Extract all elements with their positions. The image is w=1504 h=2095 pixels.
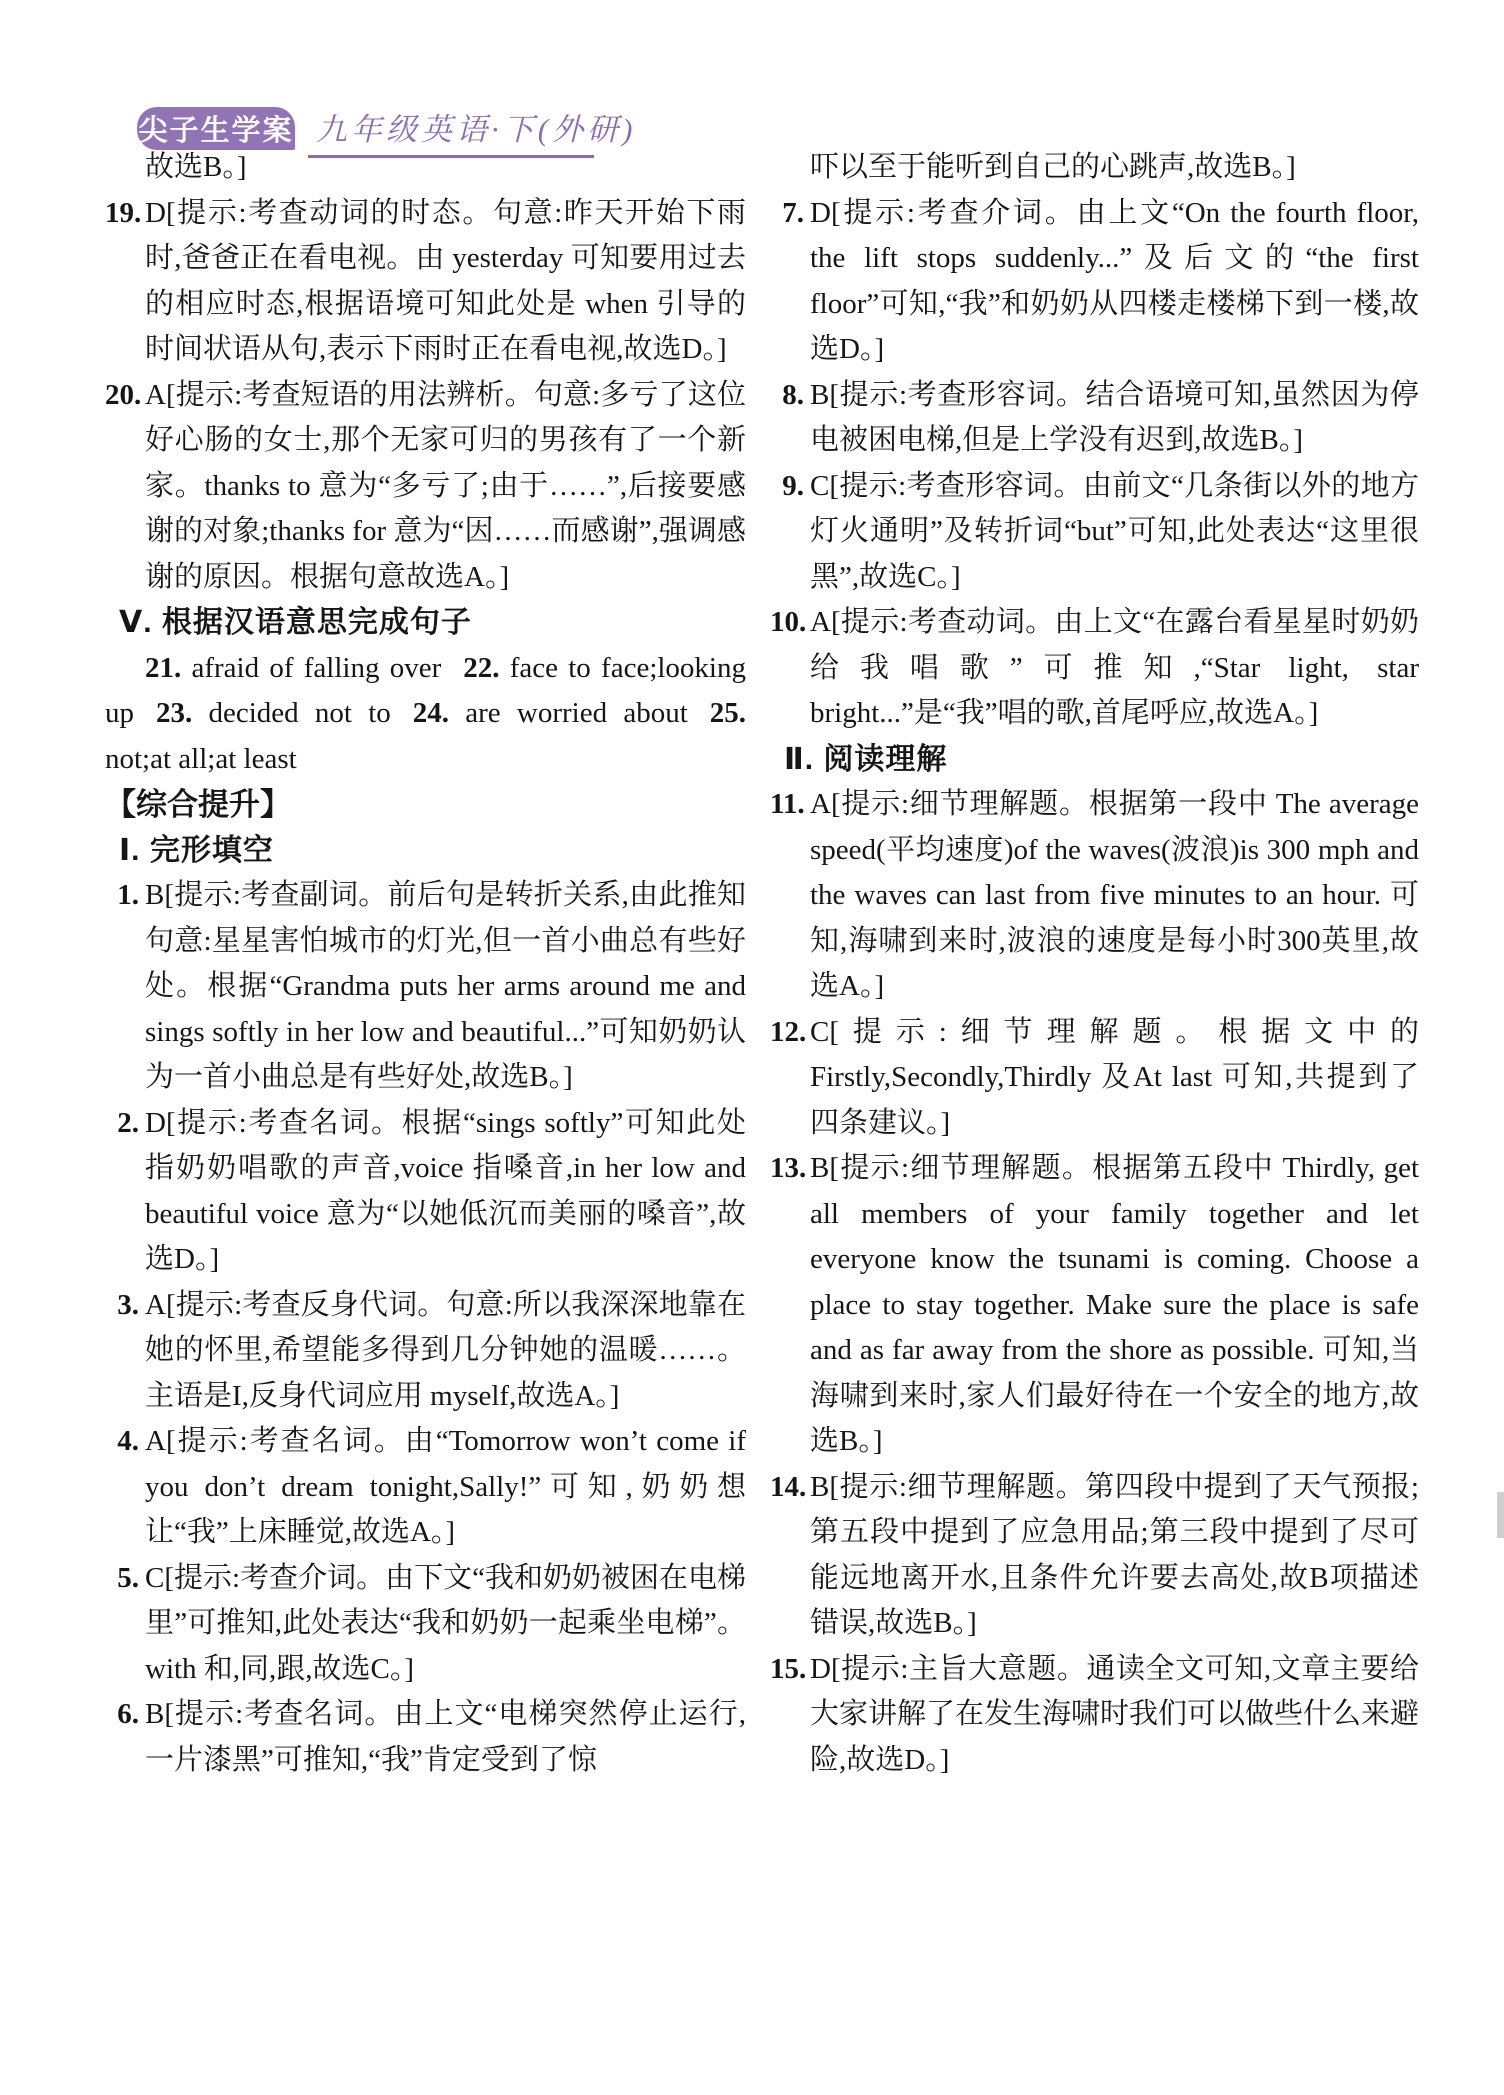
answer-item (105, 1101, 746, 1283)
item-number: 11. (770, 788, 805, 820)
continuation-text: 故选B。] (145, 151, 247, 183)
item-text: D[提示:考查介词。由上文“On the fourth floor, the lift stops suddenly...”及后文的“the first floor”可知,“我”和奶奶从四楼走楼梯下到一楼,故选D。] (810, 196, 1419, 365)
item-text: C[提示:细节理解题。根据文中的Firstly,Secondly,Thirdly 及At last 可知,共提到了四条建议。] (810, 1015, 1419, 1139)
item-text: D[提示:考查名词。根据“sings softly”可知此处指奶奶唱歌的声音,voice 指嗓音,in her low and beautiful voice 意为“以她低沉而美丽的嗓音”,故选D。] (145, 1106, 746, 1275)
item-text: B[提示:考查名词。由上文“电梯突然停止运行,一片漆黑”可推知,“我”肯定受到了惊 (145, 1698, 746, 1776)
item-text: B[提示:考查副词。前后句是转折关系,由此推知句意:星星害怕城市的灯光,但一首小曲总有些好处。根据“Grandma puts her arms around me and sings softly in her low and beautiful...”可知奶奶认为一首小曲总是有些好处,故选B。] (145, 879, 746, 1093)
item-number: 3. (117, 1288, 139, 1321)
item-text: C[提示:考查介词。由下文“我和奶奶被困在电梯里”可推知,此处表达“我和奶奶一起乘坐电梯”。with 和,同,跟,故选C。] (145, 1561, 746, 1685)
item-text: A[提示:考查名词。由“Tomorrow won’t come if you don’t dream tonight,Sally!”可知,奶奶想让“我”上床睡觉,故选A。] (145, 1425, 746, 1548)
item-text: A[提示:细节理解题。根据第一段中 The average speed(平均速度)of the waves(波浪)is 300 mph and the waves can last from five minutes to an hour. 可知,海啸到来时,波浪的速度是每小时300英里,故选A。] (810, 788, 1419, 1002)
item-number: 4. (117, 1425, 139, 1457)
answer-item (770, 1010, 1419, 1147)
section-heading: Ⅴ. 根据汉语意思完成句子 (119, 606, 472, 639)
section-heading: Ⅱ. 阅读理解 (784, 742, 948, 776)
answer-item (105, 1692, 746, 1783)
item-number: 12. (770, 1015, 807, 1048)
item-number: 13. (770, 1152, 807, 1184)
answer-item (770, 600, 1419, 737)
item-number: 19. (105, 196, 142, 229)
item-number: 14. (770, 1470, 807, 1503)
answer-number: 21. (145, 651, 182, 684)
item-text: B[提示:考查形容词。结合语境可知,虽然因为停电被困电梯,但是上学没有迟到,故选B。] (810, 378, 1419, 456)
item-text: B[提示:细节理解题。第四段中提到了天气预报;第五段中提到了应急用品;第三段中提到了尽可能远地离开水,且条件允许要去高处,故B项描述错误,故选B。] (810, 1470, 1419, 1639)
item-text: C[提示:考查形容词。由前文“几条街以外的地方灯火通明”及转折词“but”可知,此处表达“这里很黑”,故选C。] (810, 469, 1419, 593)
item-text: A[提示:考查反身代词。句意:所以我深深地靠在她的怀里,希望能多得到几分钟她的温暖……。主语是I,反身代词应用 myself,故选A。] (145, 1288, 746, 1412)
item-number: 2. (117, 1106, 139, 1139)
answer-text: decided not to (192, 697, 391, 729)
answer-item (770, 1146, 1419, 1465)
section-heading: Ⅰ. 完形填空 (119, 833, 274, 867)
series-badge (137, 107, 295, 150)
item-text: B[提示:细节理解题。根据第五段中 Thirdly, get all members of your family together and let everyone know the tsunami is coming. Choose a place to stay together. Make sure the place is safe and as far away from the shore as possible. 可知,当海啸到来时,家人们最好待在一个安全的地方,故选B。] (810, 1152, 1419, 1457)
item-number: 9. (782, 469, 804, 502)
item-number: 10. (770, 606, 807, 638)
answer-item (105, 1283, 746, 1420)
scan-artifact (1497, 1492, 1504, 1538)
item-number: 1. (117, 879, 139, 911)
answer-text: face to face;looking up (105, 651, 746, 729)
answer-number: 24. (412, 697, 450, 729)
answer-number: 25. (709, 697, 746, 729)
item-number: 20. (105, 378, 142, 411)
item-number: 5. (117, 1561, 139, 1594)
item-text: D[提示:主旨大意题。通读全文可知,文章主要给大家讲解了在发生海啸时我们可以做些什么来避险,故选D。] (810, 1652, 1420, 1776)
answer-item (105, 1419, 746, 1556)
series-badge-label: 尖子生学案 (138, 115, 294, 147)
book-subtitle: 九年级英语·下(外研) (316, 112, 637, 147)
item-number: 6. (117, 1698, 139, 1730)
answer-item (105, 373, 746, 601)
answer-item (770, 373, 1419, 464)
answer-item (770, 191, 1419, 373)
fill-in-answers (105, 646, 746, 783)
answer-item (770, 1647, 1419, 1784)
answer-text: are worried about (449, 697, 688, 729)
bracket-heading: 【综合提升】 (105, 787, 291, 822)
answer-item (770, 464, 1419, 601)
item-number: 15. (770, 1652, 807, 1685)
item-text: D[提示:考查动词的时态。句意:昨天开始下雨时,爸爸正在看电视。由 yesterday 可知要用过去的相应时态,根据语境可知此处是 when 引导的时间状语从句,表示下雨时正在看电视,故选D。] (145, 196, 746, 365)
answer-item (105, 191, 746, 373)
item-number: 8. (782, 378, 804, 411)
answer-item (105, 873, 746, 1101)
answer-text: not;at all;at least (105, 742, 297, 775)
answer-text: afraid of falling over (181, 651, 442, 684)
continuation-text: 吓以至于能听到自己的心跳声,故选B。] (810, 151, 1296, 183)
item-text: A[提示:考查短语的用法辨析。句意:多亏了这位好心肠的女士,那个无家可归的男孩有了一个新家。thanks to 意为“多亏了;由于……”,后接要感谢的对象;thanks for 意为“因……而感谢”,强调感谢的原因。根据句意故选A。] (145, 378, 746, 593)
item-number: 7. (782, 196, 804, 229)
answer-number: 23. (156, 697, 193, 729)
answer-item (770, 782, 1419, 1010)
answer-number: 22. (463, 651, 500, 684)
item-text: A[提示:考查动词。由上文“在露台看星星时奶奶给我唱歌”可推知,“Star light, star bright...”是“我”唱的歌,首尾呼应,故选A。] (810, 606, 1419, 729)
answer-item (105, 1556, 746, 1693)
answer-item (770, 1465, 1419, 1647)
right-column (770, 145, 1419, 1783)
left-column (105, 145, 746, 1783)
